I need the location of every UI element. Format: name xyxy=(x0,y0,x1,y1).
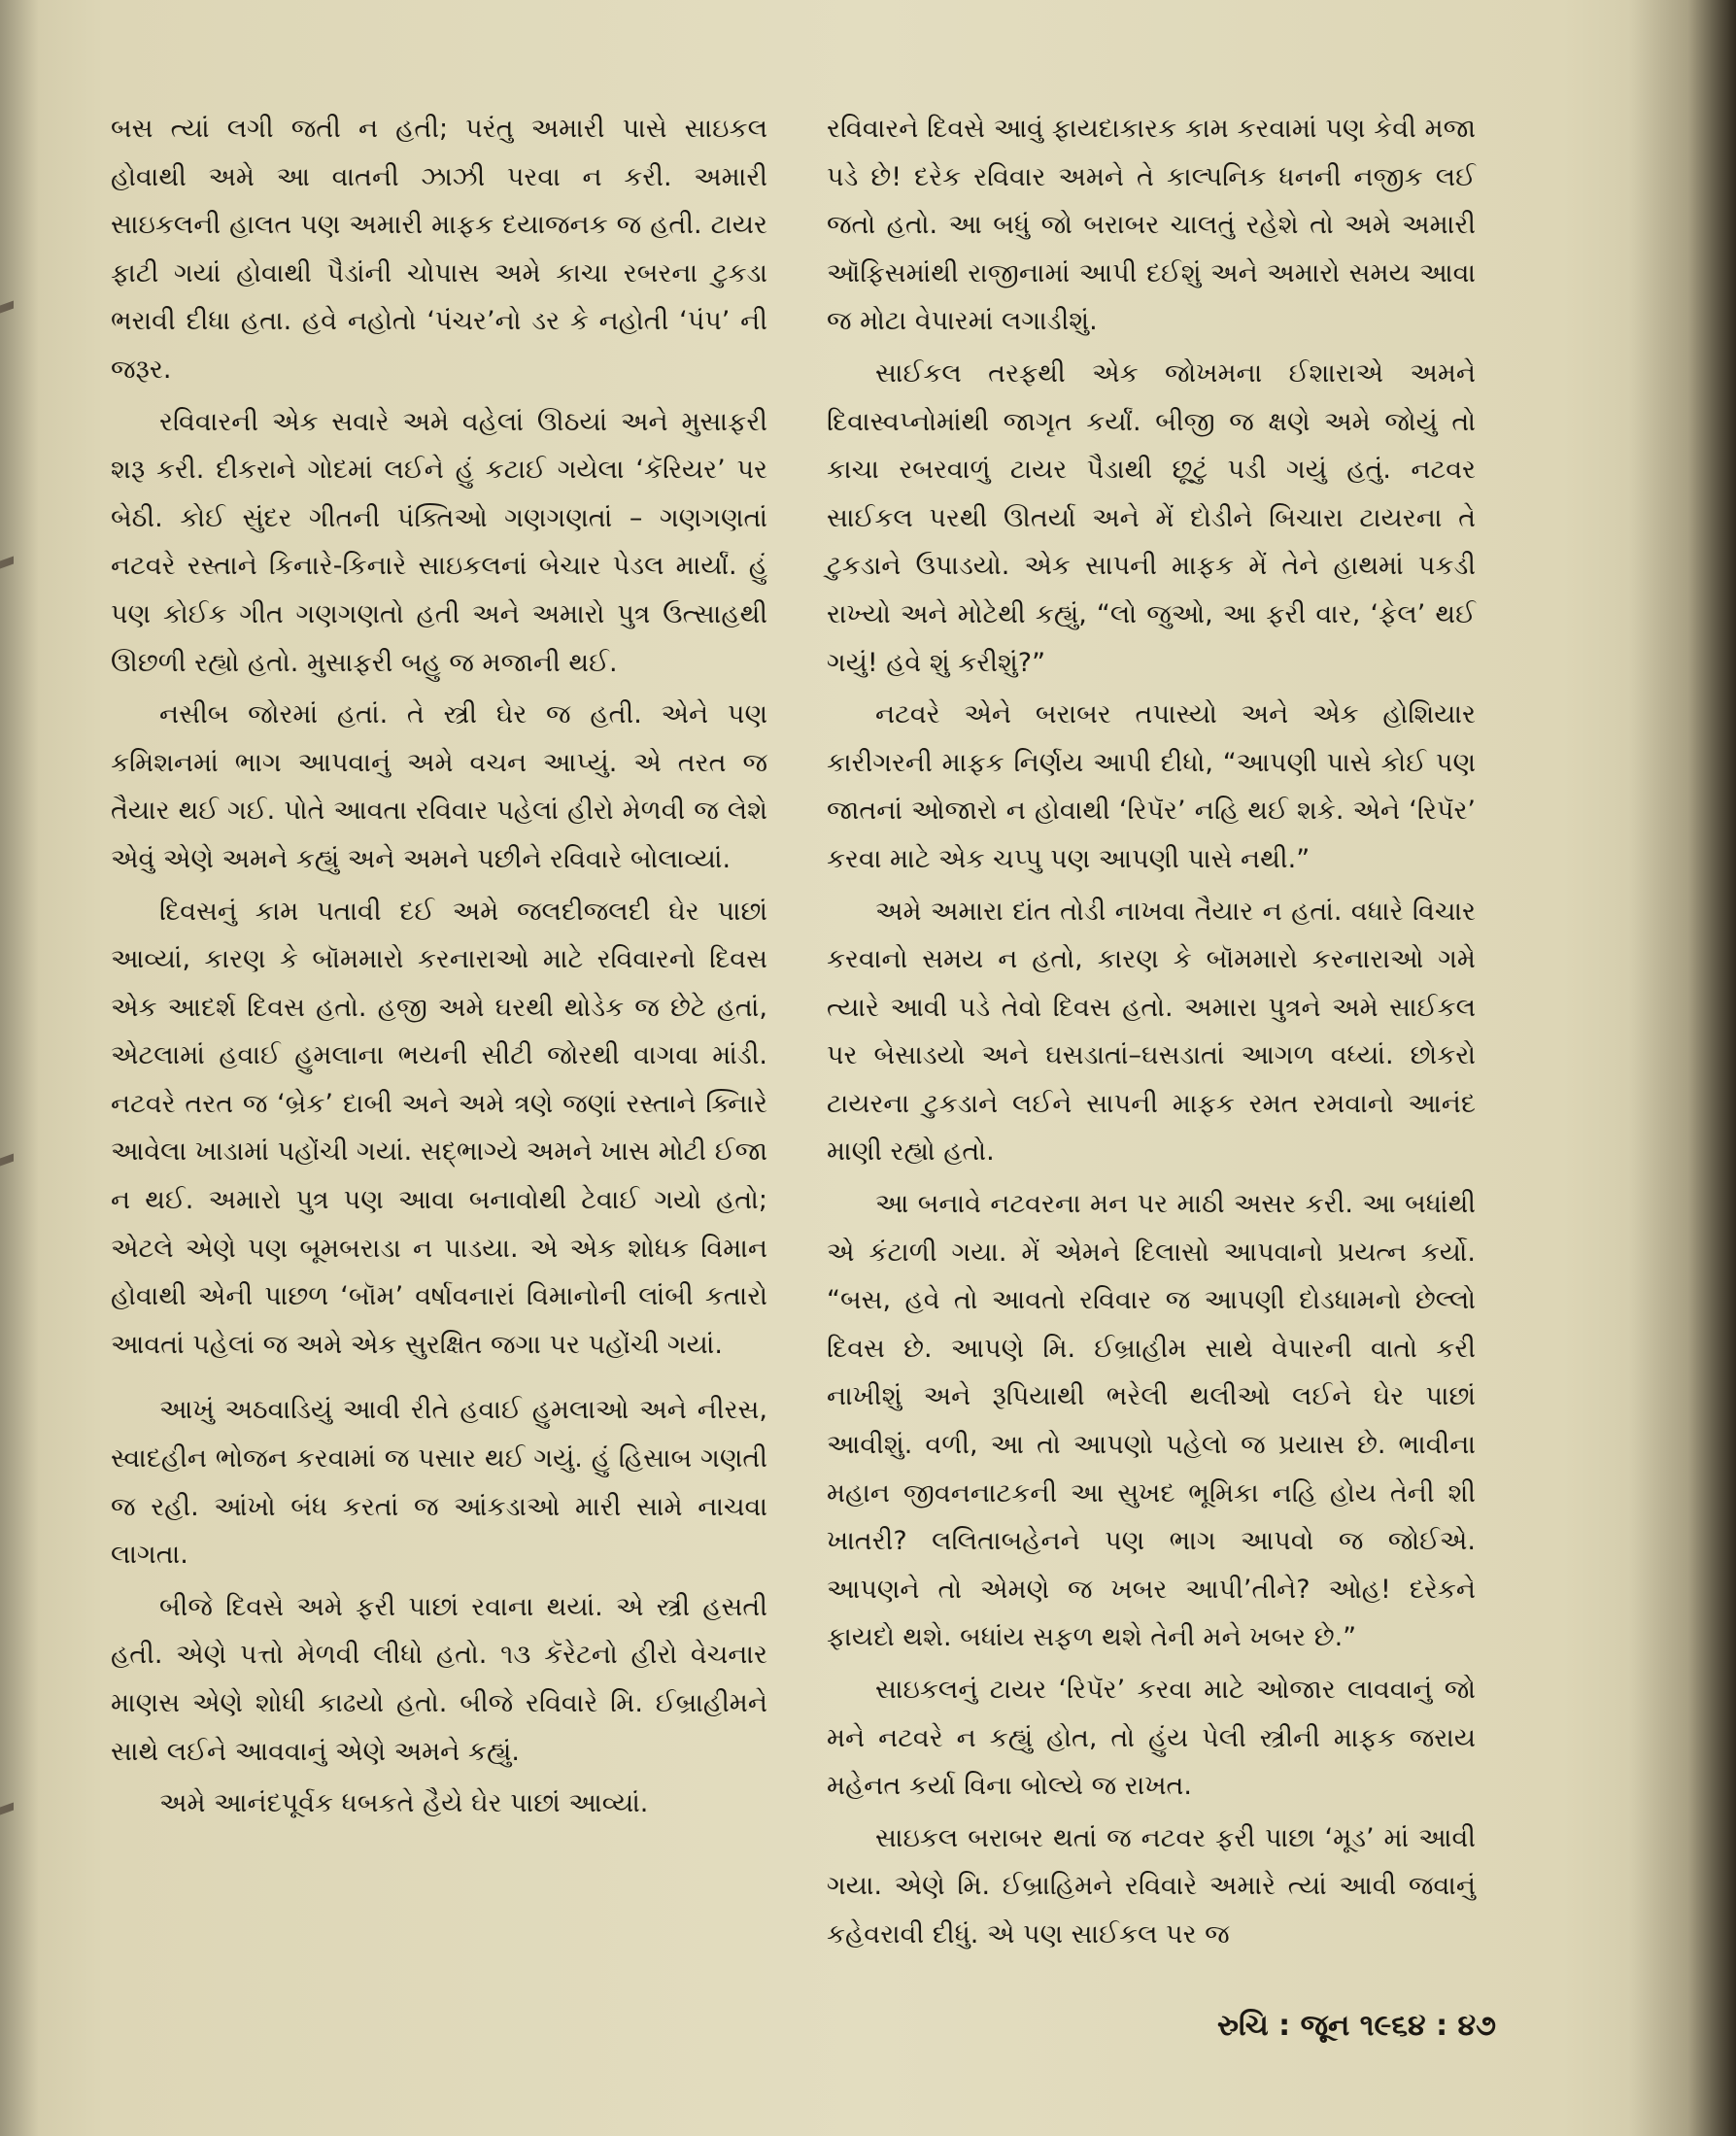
paragraph: સાઇકલનું ટાયર ‘રિપૅર’ કરવા માટે ઓજાર લાવવાનું જો મને નટવરે ન કહ્યું હોત, તો હુંય પેલી સ્ત્રીની માફક જરાય મહેનત કર્યા વિના બોલ્યે જ રાખત. xyxy=(827,1675,1476,1802)
paragraph: દિવસનું કામ પતાવી દઈ અમે જલદીજલદી ઘેર પાછાં આવ્યાં, કારણ કે બૉમમારો કરનારાઓ માટે રવિવારનો દિવસ એક આદર્શ દિવસ હતો. હજી અમે ઘરથી થોડેક જ છેટે હતાં, એટલામાં હવાઈ હુમલાના ભયની સીટી જોરથી વાગવા માંડી. નટવરે તરત જ ‘બ્રેક’ દાબી અને અમે ત્રણે જણાં રસ્તાને ક્નિારે આવેલા ખાડામાં પહોંચી ગયાં. સદ્‌ભાગ્યે અમને ખાસ મોટી ઈજા ન થઈ. અમારો પુત્ર પણ આવા બનાવોથી ટેવાઈ ગયો હતો; એટલે એણે પણ બૂમબરાડા ન પાડયા. એ એક શોધક વિમાન હોવાથી એની પાછળ ‘બૉમ’ વર્ષાવનારાં વિમાનોની લાંબી કતારો આવતાં પહેલાં જ અમે એક સુરક્ષિત જગા પર પહોંચી ગયાં. xyxy=(111,896,767,1360)
paragraph: બસ ત્યાં લગી જતી ન હતી; પરંતુ અમારી પાસે સાઇકલ હોવાથી અમે આ વાતની ઝાઝી પરવા ન કરી. અમારી સાઇકલની હાલત પણ અમારી માફક દયાજનક જ હતી. ટાયર ફાટી ગયાં હોવાથી પૈડાંની ચોપાસ અમે કાચા રબરના ટુકડા ભરાવી દીધા હતા. હવે નહોતો ‘પંચર’નો ડર કે નહોતી ‘પંપ’ ની જરૂર. xyxy=(111,114,767,385)
paragraph: આ બનાવે નટવરના મન પર માઠી અસર કરી. આ બધાંથી એ કંટાળી ગયા. મેં એમને દિલાસો આપવાનો પ્રયત્ન કર્યો. “બસ, હવે તો આવતો રવિવાર જ આપણી દોડધામનો છેલ્લો દિવસ છે. આપણે મિ. ઈબ્રાહીમ સાથે વેપારની વાતો કરી નાખીશું અને રૂપિયાથી ભરેલી થલીઓ લઈને ઘેર પાછાં આવીશું. વળી, આ તો આપણો પહેલો જ પ્રયાસ છે. ભાવીના મહાન જીવનનાટકની આ સુખદ ભૂમિકા નહિ હોય તેની શી ખાતરી? લલિતાબહેનને પણ ભાગ આપવો જ જોઈએ. આપણને તો એમણે જ ખબર આપી’તીને? ઓહ! દરેકને ફાયદો થશે. બધાંય સફળ થશે તેની મને ખબર છે.” xyxy=(827,1189,1476,1653)
paragraph: આખું અઠવાડિયું આવી રીતે હવાઈ હુમલાઓ અને નીરસ, સ્વાદહીન ભોજન કરવામાં જ પસાર થઈ ગયું. હું હિસાબ ગણતી જ રહી. આંખો બંધ કરતાં જ આંકડાઓ મારી સામે નાચવા લાગતા. xyxy=(111,1395,767,1571)
paragraph: નસીબ જોરમાં હતાં. તે સ્ત્રી ઘેર જ હતી. એને પણ કમિશનમાં ભાગ આપવાનું અમે વચન આપ્યું. એ તરત જ તૈયાર થઈ ગઈ. પોતે આવતા રવિવાર પહેલાં હીરો મેળવી જ લેશે એવું એણે અમને કહ્યું અને અમને પછીને રવિવારે બોલાવ્યાં. xyxy=(111,699,767,874)
paragraph: રવિવારને દિવસે આવું ફાયદાકારક કામ કરવામાં પણ કેવી મજા પડે છે! દરેક રવિવાર અમને તે કાલ્પનિક ધનની નજીક લઈ જતો હતો. આ બધું જો બરાબર ચાલતું રહેશે તો અમે અમારી ઑફિસમાંથી રાજીનામાં આપી દઈશું અને અમારો સમય આવા જ મોટા વેપારમાં લગાડીશું. xyxy=(827,114,1476,337)
page-footer: રુચિ : જૂન ૧૯૬૪ : ૪૭ xyxy=(1216,2009,1496,2043)
page-edge-shadow xyxy=(1629,0,1736,2136)
paragraph: અમે અમારા દાંત તોડી નાખવા તૈયાર ન હતાં. વધારે વિચાર કરવાનો સમય ન હતો, કારણ કે બૉમમારો કરનારાઓ ગમે ત્યારે આવી પડે તેવો દિવસ હતો. અમારા પુત્રને અમે સાઈકલ પર બેસાડયો અને ઘસડાતાં–ઘસડાતાં આગળ વધ્યાં. છોકરો ટાયરના ટુકડાને લઈને સાપની માફક રમત રમવાનો આનંદ માણી રહ્યો હતો. xyxy=(827,896,1476,1168)
paragraph: સાઈકલ તરફથી એક જોખમના ઈશારાએ અમને દિવાસ્વપ્નોમાંથી જાગૃત કર્યાં. બીજી જ ક્ષણે અમે જોયું તો કાચા રબરવાળું ટાયર પૈડાથી છૂટું પડી ગયું હતું. નટવર સાઈકલ પરથી ઊતર્યા અને મેં દોડીને બિચારા ટાયરના તે ટુકડાને ઉપાડયો. એક સાપની માફક મેં તેને હાથમાં પકડી રાખ્યો અને મોટેથી કહ્યું, “લો જુઓ, આ ફરી વાર, ‘ફેલ’ થઈ ગયું! હવે શું કરીશું?” xyxy=(827,357,1476,678)
paragraph: સાઇકલ બરાબર થતાં જ નટવર ફરી પાછા ‘મૂડ’ માં આવી ગયા. એણે મિ. ઈબ્રાહિમને રવિવારે અમારે ત્યાં આવી જવાનું કહેવરાવી દીધું. એ પણ સાઈકલ પર જ xyxy=(827,1822,1476,1950)
paragraph: અમે આનંદપૂર્વક ધબકતે હૈયે ઘેર પાછાં આવ્યાં. xyxy=(159,1788,649,1819)
spine-shadow xyxy=(0,0,39,2136)
paragraph: રવિવારની એક સવારે અમે વહેલાં ઊઠયાં અને મુસાફરી શરૂ કરી. દીકરાને ગોદમાં લઈને હું કટાઈ ગયેલા ‘કૅરિયર’ પર બેઠી. કોઈ સુંદર ગીતની પંક્તિઓ ગણગણતાં – ગણગણતાં નટવરે રસ્તાને કિનારે-કિનારે સાઇકલનાં બેચાર પેડલ માર્યાં. હું પણ કોઈક ગીત ગણગણતો હતી અને અમારો પુત્ર ઉત્સાહથી ઊછળી રહ્યો હતો. મુસાફરી બહુ જ મજાની થઈ. xyxy=(111,406,767,678)
paragraph: નટવરે એને બરાબર તપાસ્યો અને એક હોશિયાર કારીગરની માફક નિર્ણય આપી દીધો, “આપણી પાસે કોઈ પણ જાતનાં ઓજારો ન હોવાથી ‘રિપૅર’ નહિ થઈ શકે. એને ‘રિપૅર’ કરવા માટે એક ચપ્પુ પણ આપણી પાસે નથી.” xyxy=(827,699,1476,874)
right-column xyxy=(827,105,1476,1963)
left-column xyxy=(111,105,767,1832)
paragraph: બીજે દિવસે અમે ફરી પાછાં રવાના થયાં. એ સ્ત્રી હસતી હતી. એણે પત્તો મેળવી લીધો હતો. ૧૩ કૅરેટનો હીરો વેચનાર માણસ એણે શોધી કાઢયો હતો. બીજે રવિવારે મિ. ઈબ્રાહીમને સાથે લઈને આવવાનું એણે અમને કહ્યું. xyxy=(111,1591,767,1767)
